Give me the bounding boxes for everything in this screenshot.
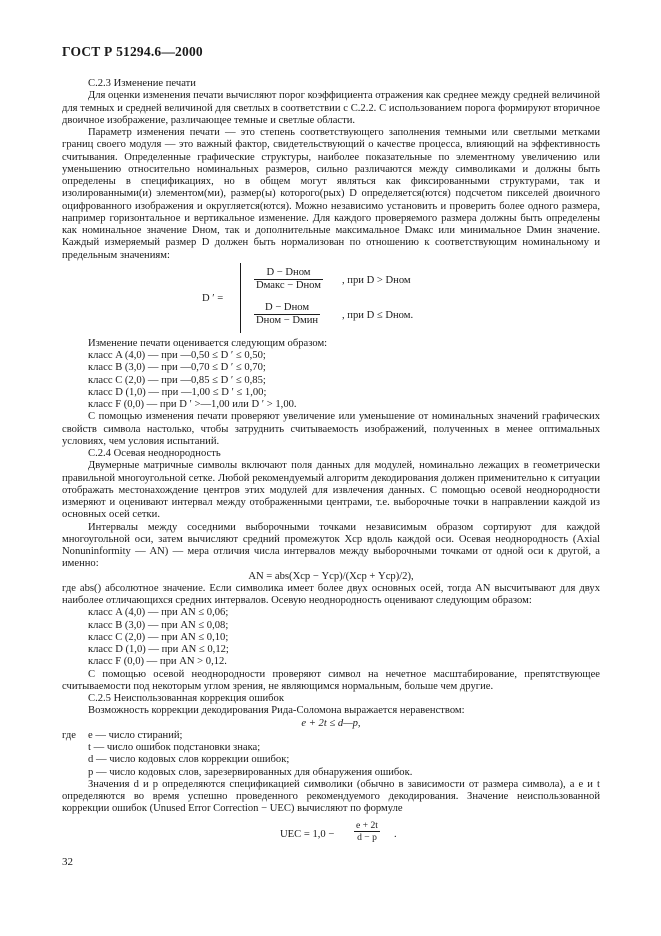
paragraph: Интервалы между соседними выборочными точками независимым образом сортируют для каждой многоугольной оси, затем вычисляют средний промежуток Xср вдоль каждой оси. Осевая неоднородность (Axial Nonuninformity — AN) — мера отличия числа интервалов между выборочными точками от одной оси к другой, а именно:: [62, 521, 600, 570]
section-heading-c23: С.2.3 Изменение печати: [88, 78, 196, 89]
paragraph: где abs() абсолютное значение. Если символика имеет более двух основных осей, тогда AN высчитывают для двух наиболее отличающихся средних интервалов. Осевую неоднородность оценивают следующим образом:: [62, 582, 600, 606]
section-heading-c24: С.2.4 Осевая неоднородность: [88, 448, 221, 459]
uec-formula: [62, 820, 600, 850]
uec-formula-end: .: [394, 828, 397, 840]
axial-nonuniformity-formula: AN = abs(Xср − Yср)/(Xср + Yср)/2),: [248, 570, 414, 582]
reed-solomon-inequality: e + 2t ≤ d—p,: [301, 717, 361, 729]
grade-line: класс D (1,0) — при AN ≤ 0,12;: [88, 644, 229, 655]
fraction-denominator: Dмакс − Dном: [256, 280, 321, 291]
paragraph: Возможность коррекции декодирования Рида-Соломона выражается неравенством:: [88, 705, 465, 717]
formula-fraction-1: [254, 267, 323, 293]
page-number: 32: [62, 856, 73, 868]
paragraph: Значения d и p определяются спецификацией символики (обычно в зависимости от размера символа), а e и t определяются во время успешно проведенного рекомендуемого декодирования. Значение неиспользованной коррекции ошибок (Unused Error Correction − UEC) вычисляют по формуле: [62, 778, 600, 815]
grade-line: класс D (1,0) — при —1,00 ≤ D ′ ≤ 1,00;: [88, 386, 267, 398]
paragraph: Двумерные матричные символы включают поля данных для модулей, номинально лежащих в геометрически правильной многоугольной сетке. Любой рекомендуемый алгоритм декодирования должен применительно к ситуации отображать местонахождение центров этих модулей для извлечения данных. С помощью осевой неоднородности измеряют и оценивают интервал между отображенными центрами, т.е. выборочные точки в направлении каждой из основных осей сетки.: [62, 460, 600, 521]
fraction-denominator: Dном − Dмин: [256, 315, 319, 326]
definitions-list: [62, 730, 600, 779]
fraction-denominator: d − p: [357, 831, 377, 843]
formula-condition-1: , при D > Dном: [342, 274, 411, 286]
fraction-numerator: e + 2t: [356, 819, 378, 831]
definition-item: t — число ошибок подстановки знака;: [88, 742, 261, 753]
formula-brace: [240, 263, 247, 333]
uec-formula-lhs: UEC = 1,0 −: [280, 828, 335, 840]
section-heading-c25: С.2.5 Неиспользованная коррекция ошибок: [88, 693, 284, 704]
grade-line: класс B (3,0) — при —0,70 ≤ D ′ ≤ 0,70;: [88, 362, 266, 374]
definition-item: p — число кодовых слов, зарезервированных для обнаружения ошибок.: [88, 766, 413, 778]
fraction-numerator: D − Dном: [254, 302, 320, 315]
print-growth-formula: [62, 263, 600, 337]
grade-line: класс B (3,0) — при AN ≤ 0,08;: [88, 619, 229, 631]
grade-line: класс C (2,0) — при —0,85 ≤ D ′ ≤ 0,85;: [88, 374, 266, 386]
formula-lhs: D ′ =: [202, 292, 224, 304]
standard-header: ГОСТ Р 51294.6—2000: [62, 44, 203, 59]
formula-fraction-2: [254, 302, 320, 328]
grade-line: класс F (0,0) — при D ′ >—1,00 или D ′ > 1,00.: [88, 399, 297, 410]
page-body: [62, 78, 600, 850]
paragraph: Параметр изменения печати — это степень соответствующего заполнения темными или светлыми метками границ своего модуля — это важный фактор, свидетельствующий о качестве процесса, влияющий на эффективность считывания. Определенные графические структуры, наиболее показательные по элементному увеличению или уменьшению относительно номинальных размеров, сильно различаются между символиками и должны быть определены в спецификациях, но в общем могут являться как фиксированными структурами, так и изолированными(и) элементом(ми), размер(ы) которого(рых) D определяется(ются) подсчетом пикселей двоичного оцифрованного изображения и округляется(ются). Можно независимо установить и проверить более одного размера, например горизонтальное и вертикальное изменение. Для каждого проверяемого размера должны быть определены как номинальное значение Dном, так и дополнительные максимальное Dмакс или минимальное Dмин значение. Каждый измеряемый размер D должен быть нормализован по отношению к соответствующим номинальному и предельным значениям:: [62, 127, 600, 261]
grade-line: класс A (4,0) — при AN ≤ 0,06;: [88, 607, 229, 619]
paragraph: Для оценки изменения печати вычисляют порог коэффициента отражения как среднее между средней величиной для темных и средней величиной для светлых в соответствии с С.2.2. С использованием порога формируют вторичное двоичное изображение, различающее темные и светлые области.: [62, 90, 600, 126]
paragraph: Изменение печати оценивается следующим образом:: [88, 337, 328, 349]
grade-line: класс F (0,0) — при AN > 0,12.: [88, 656, 227, 668]
formula-condition-2: , при D ≤ Dном.: [342, 309, 414, 321]
definition-item: e — число стираний;: [88, 729, 183, 741]
definition-item: d — число кодовых слов коррекции ошибок;: [88, 754, 290, 766]
fraction-numerator: D − Dном: [254, 267, 323, 280]
paragraph: С помощью осевой неоднородности проверяют символ на нечетное масштабирование, препятствующее считываемости под некоторым углом зрения, не являющимся нормальным, больше чем другие.: [62, 668, 600, 692]
where-label: где: [62, 729, 76, 741]
grade-line: класс C (2,0) — при AN ≤ 0,10;: [88, 631, 229, 643]
uec-fraction: [354, 820, 380, 843]
grade-line: класс A (4,0) — при —0,50 ≤ D ′ ≤ 0,50;: [88, 350, 266, 361]
paragraph: С помощью изменения печати проверяют увеличение или уменьшение от номинальных значений графических свойств символа настолько, чтобы затруднить считываемость изображений, полученных в менее оптимальных условиях, чем условия испытаний.: [62, 411, 600, 447]
